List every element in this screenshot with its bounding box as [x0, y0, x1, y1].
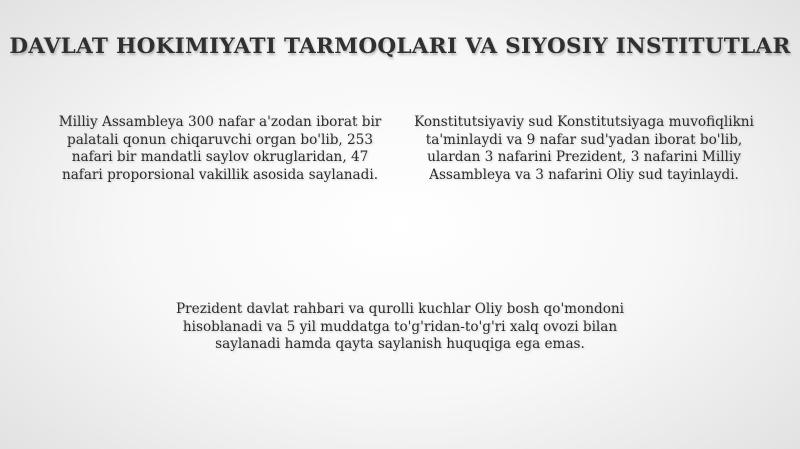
president-text: Prezident davlat rahbari va qurolli kuchlar Oliy bosh qo'mondoni hisoblanadi va 5 yil muddatga to'g'ridan-to'g'ri xalq ovozi bilan saylanadi hamda qayta saylanish huquqiga ega emas.	[176, 301, 624, 352]
national-assembly-text: Milliy Assambleya 300 nafar a'zodan iborat bir palatali qonun chiqaruvchi organ bo'lib, 253 nafari bir mandatli saylov okruglaridan, 47 nafari proporsional vakillik asosida saylanadi.	[58, 114, 382, 183]
constitutional-court-text: Konstitutsiyaviy sud Konstitutsiyaga muvofiqlikni ta'minlaydi va 9 nafar sud'yadan iborat bo'lib, ulardan 3 nafarini Prezident, 3 nafarini Milliy Assambleya va 3 nafarini Oliy sud tayinlaydi.	[414, 114, 754, 183]
slide-title: DAVLAT HOKIMIYATI TARMOQLARI VA SIYOSIY INSTITUTLAR	[9, 34, 791, 59]
